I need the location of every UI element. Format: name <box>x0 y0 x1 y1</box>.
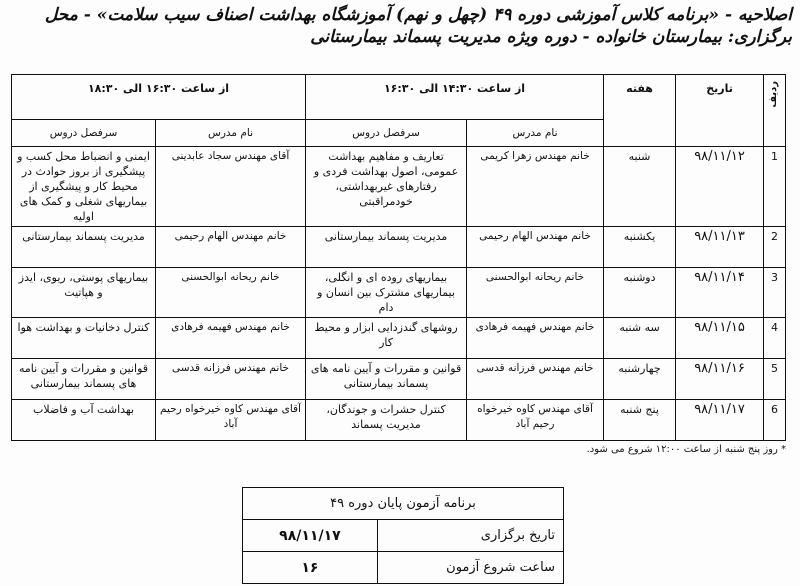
exam-schedule-table <box>242 487 564 584</box>
row-instructor-2: خانم مهندس فرزانه قدسی <box>156 359 306 400</box>
row-day: دوشنبه <box>604 268 676 318</box>
row-date: ۹۸/۱۱/۱۳ <box>676 227 764 268</box>
table-row <box>12 147 786 227</box>
row-topic-1: روشهای گندزدایی ابزار و محیط کار <box>306 318 467 359</box>
row-instructor-2: خانم ریحانه ابوالحسنی <box>156 268 306 318</box>
exam-date-row <box>243 520 564 552</box>
footnote: * روز پنج شنبه از ساعت ۱۲:۰۰ شروع می شود. <box>586 444 786 455</box>
row-topic-1: تعاریف و مفاهیم بهداشت عمومی، اصول بهداشت فردی و رفتارهای غیربهداشتی، خودمراقبتی <box>306 147 467 227</box>
row-instructor-2: خانم مهندس الهام رحیمی <box>156 227 306 268</box>
col-header-instructor-2: نام مدرس <box>156 120 306 147</box>
row-number: 6 <box>764 400 786 441</box>
row-topic-1: مدیریت پسماند بیمارستانی <box>306 227 467 268</box>
row-day: پنج شنبه <box>604 400 676 441</box>
table-row <box>12 400 786 441</box>
exam-title: برنامه آزمون پایان دوره ۴۹ <box>243 488 564 520</box>
exam-date-value: ۹۸/۱۱/۱۷ <box>243 520 378 552</box>
row-number: 4 <box>764 318 786 359</box>
class-schedule-table <box>11 74 786 441</box>
row-instructor-2: خانم مهندس فهیمه فرهادی <box>156 318 306 359</box>
col-header-instructor-1: نام مدرس <box>467 120 604 147</box>
table-row <box>12 359 786 400</box>
row-date: ۹۸/۱۱/۱۵ <box>676 318 764 359</box>
header-row-top <box>12 75 786 120</box>
row-topic-2: مدیریت پسماند بیمارستانی <box>12 227 156 268</box>
row-instructor-1: خانم مهندس فهیمه فرهادی <box>467 318 604 359</box>
col-header-week: هفته <box>604 75 676 147</box>
row-number: 2 <box>764 227 786 268</box>
row-topic-1: قوانین و مقررات و آیین نامه های پسماند بیمارستانی <box>306 359 467 400</box>
row-topic-2: قوانین و مقررات و آیین نامه های پسماند بیمارستانی <box>12 359 156 400</box>
row-topic-2: کنترل دخانیات و بهداشت هوا <box>12 318 156 359</box>
row-instructor-1: خانم مهندس زهرا کریمی <box>467 147 604 227</box>
row-number: 1 <box>764 147 786 227</box>
exam-time-row <box>243 552 564 584</box>
row-topic-1: کنترل حشرات و جوندگان، مدیریت پسماند <box>306 400 467 441</box>
row-instructor-1: آقای مهندس کاوه خیرخواه رحیم آباد <box>467 400 604 441</box>
col-header-topics-1: سرفصل دروس <box>306 120 467 147</box>
row-date: ۹۸/۱۱/۱۶ <box>676 359 764 400</box>
row-instructor-1: خانم ریحانه ابوالحسنی <box>467 268 604 318</box>
row-date: ۹۸/۱۱/۱۷ <box>676 400 764 441</box>
row-instructor-1: خانم مهندس الهام رحیمی <box>467 227 604 268</box>
col-header-date: تاریخ <box>676 75 764 147</box>
col-header-topics-2: سرفصل دروس <box>12 120 156 147</box>
col-header-session-1: از ساعت ۱۴:۳۰ الی ۱۶:۳۰ <box>306 75 604 120</box>
exam-time-label: ساعت شروع آزمون <box>377 552 563 584</box>
row-topic-2: بهداشت آب و فاضلاب <box>12 400 156 441</box>
row-topic-1: بیماریهای روده ای و انگلی، بیماریهای مشترک بین انسان و دام <box>306 268 467 318</box>
row-topic-2: ایمنی و انضباط محل کسب و پیشگیری از بروز حوادث در محیط کار و پیشگیری از بیماریهای شغلی و کمک های اولیه <box>12 147 156 227</box>
exam-date-label: تاریخ برگزاری <box>377 520 563 552</box>
table-row <box>12 268 786 318</box>
row-day: شنبه <box>604 147 676 227</box>
row-day: چهارشنبه <box>604 359 676 400</box>
row-instructor-1: خانم مهندس فرزانه قدسی <box>467 359 604 400</box>
row-instructor-2: آقای مهندس سجاد عابدینی <box>156 147 306 227</box>
row-day: سه شنبه <box>604 318 676 359</box>
row-number: 3 <box>764 268 786 318</box>
exam-title-row <box>243 488 564 520</box>
table-row <box>12 227 786 268</box>
document-title: اصلاحیه - «برنامه کلاس آموزشی دوره ۴۹ (چهل و نهم) آموزشگاه بهداشت اصناف سیب سلامت» - محل برگزاری: بیمارستان خانواده - دوره ویژه مدیریت پسماند بیمارستانی <box>44 5 792 47</box>
exam-time-value: ۱۶ <box>243 552 378 584</box>
row-instructor-2: آقای مهندس کاوه خیرخواه رحیم آباد <box>156 400 306 441</box>
row-date: ۹۸/۱۱/۱۲ <box>676 147 764 227</box>
row-day: یکشنبه <box>604 227 676 268</box>
row-date: ۹۸/۱۱/۱۴ <box>676 268 764 318</box>
row-number: 5 <box>764 359 786 400</box>
col-header-session-2: از ساعت ۱۶:۳۰ الی ۱۸:۳۰ <box>12 75 306 120</box>
row-topic-2: بیماریهای پوستی، ریوی، ایدز و هپاتیت <box>12 268 156 318</box>
col-header-row-no: ردیف <box>764 75 786 147</box>
table-row <box>12 318 786 359</box>
